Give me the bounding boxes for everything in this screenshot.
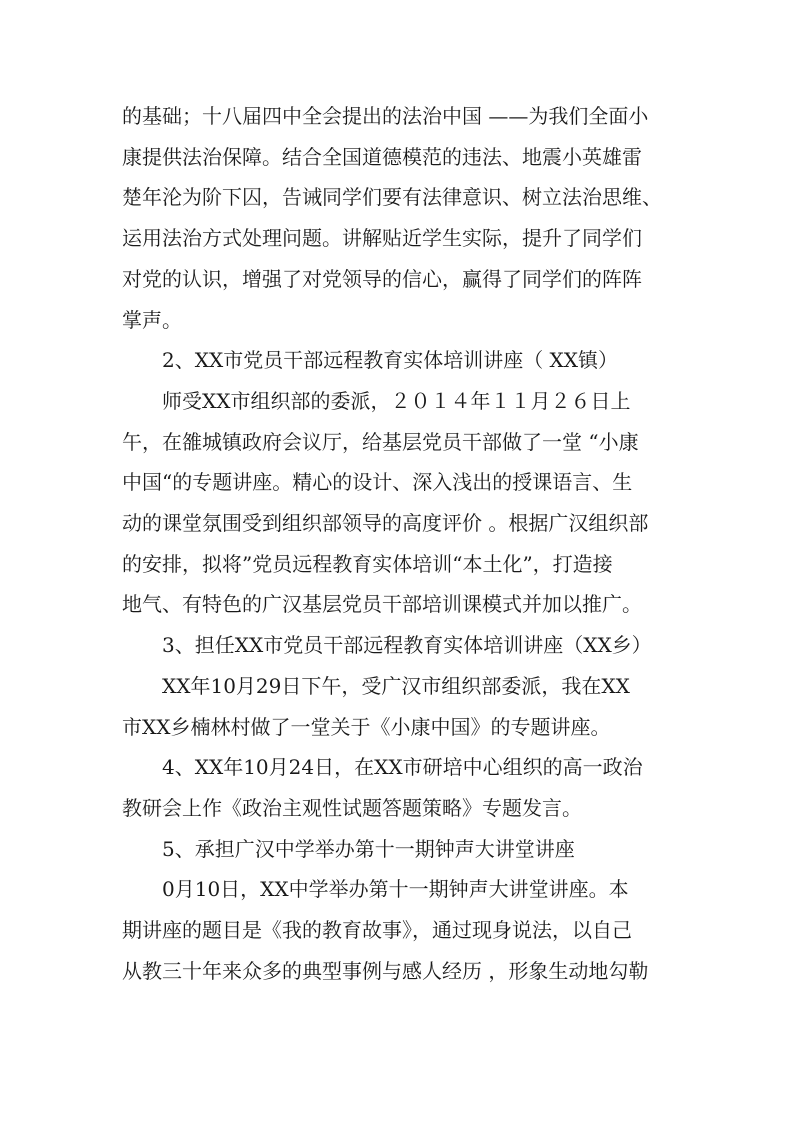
text-line: 从教三十年来众多的典型事例与感人经历 ，形象生动地勾勒 (122, 959, 649, 983)
text-line: 掌声。 (122, 308, 182, 332)
text-line: 5、承担广汉中学举办第十一期钟声大讲堂讲座 (162, 837, 575, 861)
text-line: 师受XX市组织部的委派，２０１４年１１月２６日上 (162, 389, 631, 413)
text-line: 午，在雒城镇政府会议厅，给基层党员干部做了一堂 “小康 (122, 430, 639, 454)
text-line: 4、XX年10月24日，在XX市研培中心组织的高一政治 (162, 755, 643, 779)
text-line: 期讲座的题目是《我的教育故事》，通过现身说法，以自己 (122, 918, 632, 942)
text-line: 市XX乡楠林村做了一堂关于《小康中国》的专题讲座。 (122, 715, 611, 739)
text-line: 地气、有特色的广汉基层党员干部培训课模式并加以推广。 (122, 592, 642, 616)
text-line: 对党的认识，增强了对党领导的信心，赢得了同学们的阵阵 (122, 267, 642, 291)
text-line: 运用法治方式处理问题。讲解贴近学生实际，提升了同学们 (122, 226, 642, 250)
text-line: 的安排，拟将”党员远程教育实体培训“本土化”，打造接 (122, 552, 613, 576)
text-line: 楚年沦为阶下囚，告诫同学们要有法律意识、树立法治思维、 (122, 185, 662, 209)
text-line: 3、担任XX市党员干部远程教育实体培训讲座（XX乡） (162, 633, 652, 657)
text-line: 2、XX市党员干部远程教育实体培训讲座（ XX镇） (162, 348, 619, 372)
text-line: 康提供法治保障。结合全国道德模范的违法、地震小英雄雷 (122, 145, 642, 169)
text-line: 0月10日，XX中学举办第十一期钟声大讲堂讲座。本 (162, 877, 629, 901)
text-line: 教研会上作《政治主观性试题答题策略》专题发言。 (122, 796, 582, 820)
text-line: 中国“的专题讲座。精心的设计、深入浅出的授课语言、生 (122, 470, 633, 494)
text-line: XX年10月29日下午，受广汉市组织部委派，我在XX (162, 674, 630, 698)
text-line: 动的课堂氛围受到组织部领导的高度评价 。根据广汉组织部 (122, 511, 649, 535)
text-line: 的基础；十八届四中全会提出的法治中国 ——为我们全面小 (122, 104, 649, 128)
